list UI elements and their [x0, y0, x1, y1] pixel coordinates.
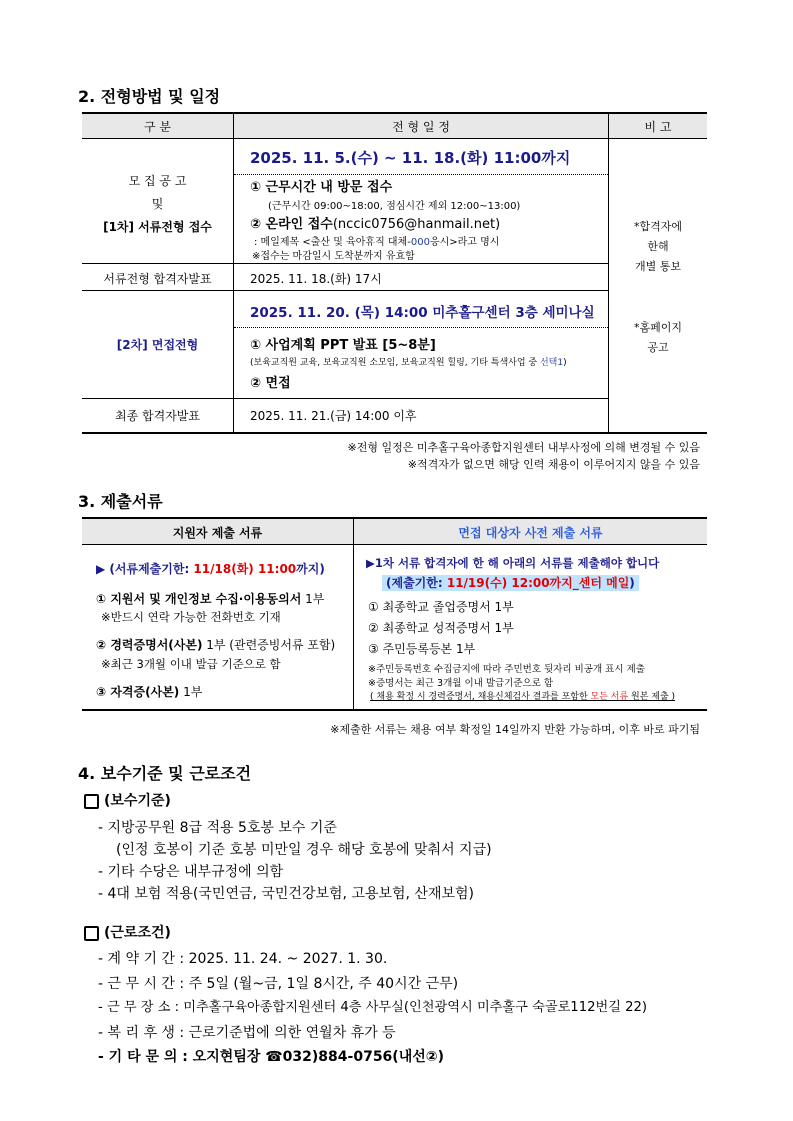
sub1-end: 응시>라고 명시 [429, 237, 500, 248]
applicant-deadline [96, 560, 325, 577]
pay-standard-title: (보수기준) [104, 793, 171, 809]
docs-head-applicant: 지원자 제출 서류 [172, 526, 263, 540]
interviewee-doc-1: ① 최종학교 졸업증명서 1부 [368, 600, 514, 614]
table-head-schedule: 전 형 일 정 [392, 120, 450, 134]
row2-date: 2025. 11. 18.(화) 17시 [250, 272, 382, 286]
applicant-doc-3 [96, 683, 202, 700]
remark-line: 개별 통보 [634, 260, 681, 273]
table-header-border [82, 544, 707, 545]
deadline-post: ) [629, 576, 635, 590]
doc-2-name: ② 경력증명서(사본) [96, 638, 203, 652]
row1-online-sub1 [254, 233, 499, 248]
ppt-sub-end: ) [563, 358, 567, 368]
work-conditions-list [98, 947, 647, 1070]
row3-item-ppt: ① 사업계획 PPT 발표 [5~8분] [250, 338, 436, 353]
doc-1-count: 1부 [301, 592, 325, 606]
row3-item-interview: ② 면접 [250, 376, 291, 391]
row1-date: 2025. 11. 5.(수) ~ 11. 18.(화) 11:00까지 [250, 149, 571, 167]
row3-category: [2차] 면접전형 [116, 338, 199, 352]
note-3-pre: ( 채용 확정 시 경력증명서, 채용신체검사 결과를 포함한 [370, 692, 591, 702]
interviewee-note-2: ※증명서는 최근 3개월 이내 발급기준으로 함 [368, 678, 554, 689]
checkbox-icon [84, 926, 99, 941]
work-conditions-title: (근로조건) [104, 925, 171, 941]
pay-line: (인정 호봉이 기준 호봉 미만일 경우 해당 호봉에 맞춰서 지급) [116, 842, 492, 858]
remark-homepage [609, 318, 707, 358]
online-email: (nccic0756@hanmail.net) [332, 217, 501, 232]
applicant-doc-2 [96, 636, 335, 653]
note-3-post: 원본 제출 ) [628, 692, 676, 702]
interviewee-doc-3: ③ 주민등록등본 1부 [368, 642, 476, 656]
row1-online-sub2: ※접수는 마감일시 도착분까지 유효함 [252, 251, 415, 262]
interviewee-doc-2: ② 최종학교 성적증명서 1부 [368, 621, 514, 635]
table-bottom-border [82, 432, 707, 434]
row3-date: 2025. 11. 20. (목) 14:00 미추홀구센터 3층 세미나실 [250, 305, 595, 321]
doc-3-name: ③ 자격증(사본) [96, 685, 180, 699]
pay-standard-list [98, 817, 492, 905]
remark-line: *합격자에 [633, 220, 682, 233]
row1-item-online [250, 213, 500, 232]
docs-return-note: ※제출한 서류는 채용 여부 확정일 14일까지 반환 가능하며, 이후 바로 파기됨 [330, 723, 700, 736]
dotted-divider [234, 327, 608, 328]
remark-line: 한해 [647, 240, 669, 253]
deadline-pre: (제출기한: [386, 576, 447, 590]
remark-line: 공고 [647, 341, 669, 354]
col-divider [353, 519, 354, 709]
interviewee-deadline [382, 574, 639, 591]
row-border [82, 398, 608, 399]
applicant-doc-2-note: ※최근 3개월 이내 발급 기준으로 함 [101, 657, 281, 671]
section-3-title: 3. 제출서류 [78, 492, 163, 511]
deadline-date: 11/19(수) 12:00까지_센터 메일 [446, 576, 630, 590]
doc-3-count: 1부 [179, 685, 203, 699]
deadline-post: 까지) [296, 562, 325, 576]
table-bottom-border [82, 709, 707, 711]
row3-item-ppt-sub [250, 355, 567, 368]
checkbox-icon [84, 794, 99, 809]
interviewee-note-3 [370, 689, 675, 702]
table-head-category: 구 분 [144, 120, 171, 134]
section-4-title: 4. 보수기준 및 근로조건 [78, 764, 252, 783]
schedule-note-1: ※전형 일정은 미추홀구육아종합지원센터 내부사정에 의해 변경될 수 있음 [347, 441, 700, 454]
applicant-doc-1 [96, 590, 324, 607]
row1-category-line: 모 집 공 고 [128, 174, 187, 188]
row1-category-line: [1차] 서류전형 접수 [103, 220, 212, 234]
work-line: - 복 리 후 생 : 근로기준법에 의한 연월차 휴가 등 [98, 1024, 396, 1041]
interviewee-note-1: ※주민등록번호 수집금지에 따라 주민번호 뒷자리 비공개 표시 제출 [368, 664, 645, 675]
row1-item-visit-sub: (근무시간 09:00~18:00, 점심시간 제외 12:00~13:00) [268, 201, 521, 212]
row-border [82, 290, 608, 291]
row1-item-visit: ① 근무시간 내 방문 접수 [250, 180, 393, 195]
work-line: - 근 무 시 간 : 주 5일 (월~금, 1일 8시간, 주 40시간 근무) [98, 975, 459, 992]
remark-individual [609, 217, 707, 277]
ppt-sub-text: (보육교직원 교육, 보육교직원 소모임, 보육교직원 힐링, 기타 특색사업 중 [250, 358, 540, 368]
note-3-red: 모든 서류 [590, 692, 629, 702]
schedule-note-2: ※적격자가 없으면 해당 인력 채용이 이루어지지 않을 수 있음 [407, 458, 700, 471]
table-head-remark: 비 고 [644, 120, 672, 134]
pay-line: - 4대 보험 적용(국민연금, 국민건강보험, 고용보험, 산재보험) [98, 886, 474, 902]
online-label: ② 온라인 접수 [250, 217, 333, 232]
deadline-date: 11/18(화) 11:00 [193, 562, 297, 576]
row1-category [82, 170, 233, 239]
pay-line: - 기타 수당은 내부규정에 의함 [98, 864, 284, 880]
row4-date: 2025. 11. 21.(금) 14:00 이후 [250, 409, 417, 423]
contact-line: - 기 타 문 의 : 오지현팀장 ☎032)884-0756(내선②) [98, 1049, 445, 1065]
row1-category-line: 및 [151, 197, 164, 211]
work-line: - 계 약 기 간 : 2025. 11. 24. ~ 2027. 1. 30. [98, 951, 388, 967]
remark-line: *홈페이지 [633, 321, 682, 334]
applicant-doc-1-note: ※반드시 연락 가능한 전화번호 기재 [101, 610, 281, 624]
dotted-divider [234, 174, 608, 175]
pay-line: - 지방공무원 8급 적용 5호봉 보수 기준 [98, 820, 337, 836]
doc-1-name: ① 지원서 및 개인정보 수집·이용동의서 [96, 592, 302, 606]
row4-category: 최종 합격자발표 [115, 409, 200, 423]
interviewee-instruction: ▶1차 서류 합격자에 한 해 아래의 서류를 제출해야 합니다 [366, 556, 660, 570]
deadline-highlight [382, 575, 639, 591]
deadline-pre: ▶ (서류제출기한: [96, 562, 194, 576]
sub1-text: : 메일제목 <출산 및 육아휴직 대체- [254, 237, 411, 248]
col-divider [233, 114, 234, 432]
row-border [82, 263, 608, 264]
doc-2-count: 1부 (관련증빙서류 포함) [202, 638, 336, 652]
row2-category: 서류전형 합격자발표 [103, 272, 212, 286]
work-line: - 근 무 장 소 : 미추홀구육아종합지원센터 4층 사무실(인천광역시 미추홀구 숙골로112번길 22) [98, 1000, 648, 1015]
section-2-title: 2. 전형방법 및 일정 [78, 87, 221, 106]
table-header-border [82, 138, 707, 139]
sub1-code: 000 [410, 237, 430, 248]
ppt-sub-select: 선택1 [539, 358, 564, 368]
docs-head-interviewee: 면접 대상자 사전 제출 서류 [458, 526, 603, 540]
